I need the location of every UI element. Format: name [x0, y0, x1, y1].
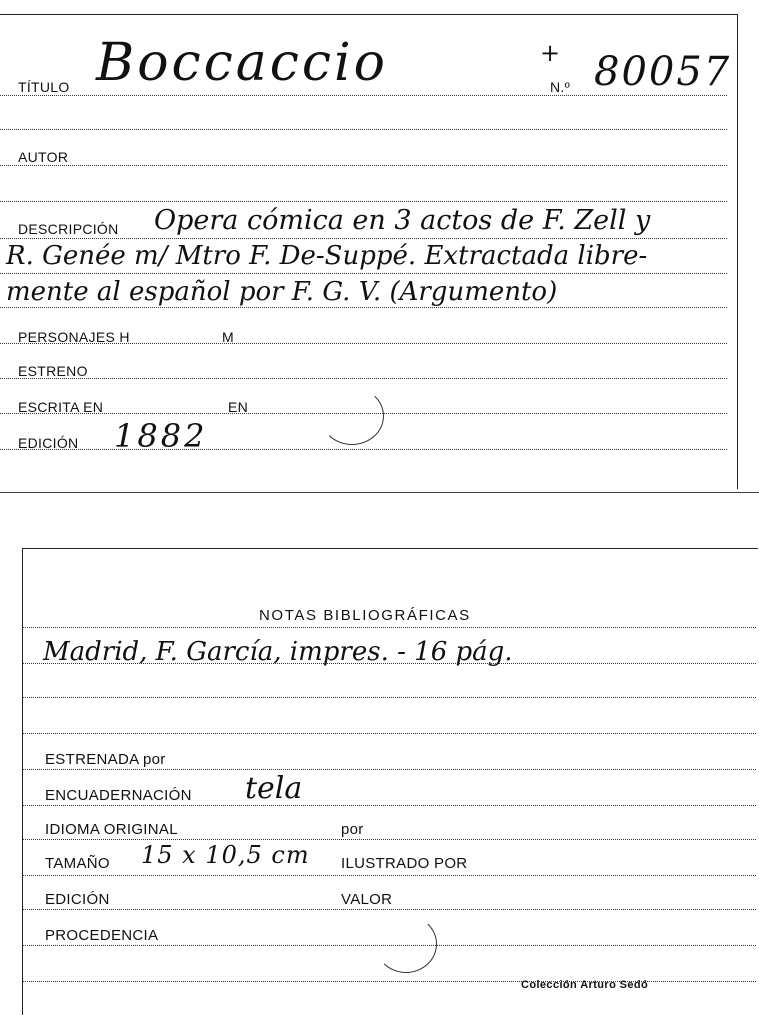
- titulo-label: TÍTULO: [18, 79, 70, 95]
- por-label: por: [341, 821, 364, 838]
- rule-tamano: [23, 875, 756, 876]
- rule-autor: [0, 165, 727, 166]
- tamano-label: TAMAÑO: [45, 855, 110, 872]
- rule-idioma: [23, 839, 756, 840]
- personajes-label: PERSONAJES H: [18, 329, 130, 345]
- tamano-value: 15 x 10,5 cm: [141, 841, 310, 869]
- descripcion-line-3: mente al español por F. G. V. (Argumento): [6, 277, 558, 307]
- cross-mark: +: [540, 39, 561, 67]
- rule-estrenada: [23, 769, 756, 770]
- descripcion-line-1: Opera cómica en 3 actos de F. Zell y: [154, 205, 651, 236]
- rule-edicion-back: [23, 909, 756, 910]
- rule-blank-2: [0, 201, 727, 202]
- punch-hole-back: [375, 915, 437, 973]
- rule-blank-1: [0, 129, 727, 130]
- autor-label: AUTOR: [18, 149, 69, 165]
- rule-desc-3: [0, 307, 727, 308]
- descripcion-line-2: R. Genée m/ Mtro F. De-Suppé. Extractada libre-: [6, 241, 648, 271]
- rule-descripcion: [0, 238, 727, 239]
- card-divider: [0, 492, 759, 493]
- rule-estreno: [0, 378, 727, 379]
- rule-desc-2: [0, 273, 727, 274]
- rule-titulo: [0, 95, 727, 96]
- idioma-label: IDIOMA ORIGINAL: [45, 821, 178, 838]
- notas-value: Madrid, F. García, impres. - 16 pág.: [43, 637, 513, 667]
- personajes-m-label: M: [222, 329, 234, 345]
- titulo-value: Boccaccio: [96, 33, 388, 93]
- catalog-card-front: [0, 14, 738, 489]
- notas-title: NOTAS BIBLIOGRÁFICAS: [259, 607, 471, 624]
- estrenada-label: ESTRENADA por: [45, 751, 166, 768]
- numero-label: N.º: [550, 79, 571, 95]
- catalog-card-back: [22, 548, 758, 1015]
- rule-encuadernacion: [23, 805, 756, 806]
- coleccion-credit: Colección Arturo Sedó: [521, 979, 649, 991]
- rule-notas-4: [23, 733, 756, 734]
- numero-value: 80057: [594, 49, 732, 95]
- encuadernacion-value: tela: [245, 771, 303, 806]
- en-label: EN: [228, 399, 249, 415]
- ilustrado-label: ILUSTRADO POR: [341, 855, 468, 872]
- procedencia-label: PROCEDENCIA: [45, 927, 159, 944]
- descripcion-label: DESCRIPCIÓN: [18, 221, 119, 237]
- estreno-label: ESTRENO: [18, 363, 88, 379]
- edicion-value: 1882: [114, 417, 208, 455]
- rule-edicion: [0, 449, 727, 450]
- valor-label: VALOR: [341, 891, 393, 908]
- escrita-en-label: ESCRITA EN: [18, 399, 104, 415]
- edicion-back-label: EDICIÓN: [45, 891, 110, 908]
- rule-notas-1: [23, 627, 756, 628]
- encuadernacion-label: ENCUADERNACIÓN: [45, 787, 192, 804]
- punch-hole: [320, 387, 384, 445]
- edicion-label: EDICIÓN: [18, 435, 79, 451]
- rule-notas-3: [23, 697, 756, 698]
